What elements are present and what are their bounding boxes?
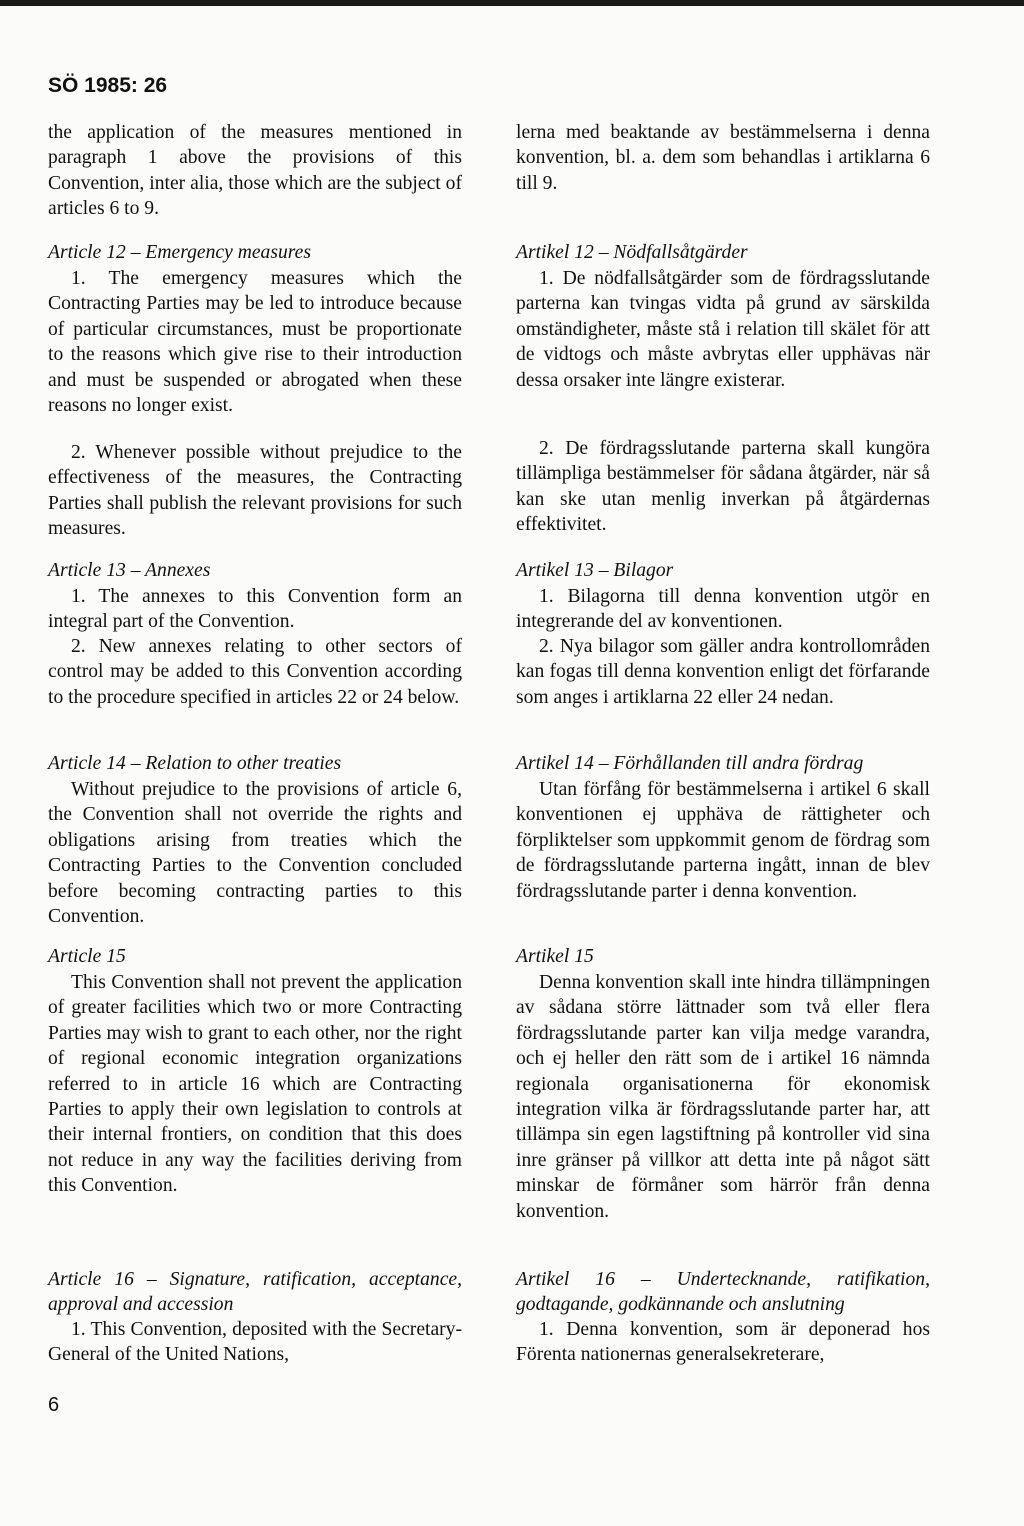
swedish-article-14-paragraph: Utan förfång för bestämmelserna i artikel 6 skall konventionen ej upphäva de rättigheter och förpliktelser som uppkommit genom de fördrag som de fördragsslutande parterna ingått, innan de blev fördragsslutande parter i denna konvention. xyxy=(516,779,930,902)
swedish-article-15-paragraph: Denna konvention skall inte hindra tillämpningen av sådana större lättnader som två eller flera fördragsslutande parter kan vilja medge varandra, och ej heller den rätt som de i artikel 16 nämnda regionala organisationerna för ekonomisk integration vilka är fördragsslutande parter har, att tillämpa sin egen lagstiftning på kontroller vid sina inre gränser på villkor att detta inte på något sätt minskar de förmåner som härrör från denna konvention. xyxy=(516,972,930,1222)
swedish-article-14-heading: Artikel 14 – Förhållanden till andra fördrag xyxy=(516,753,864,774)
swedish-article-12-heading: Artikel 12 – Nödfallsåtgärder xyxy=(516,242,748,263)
english-article-16-heading: Article 16 – Signature, ratification, acceptance, approval and accession xyxy=(48,1269,462,1316)
english-article-15-paragraph: This Convention shall not prevent the application of greater facilities which two or more Contracting Parties may wish to grant to each other, nor the right of regional economic integration organizations referred to in article 16 which are Contracting Parties to apply their own legislation to controls at their internal frontiers, on condition that this does not reduce in any way the facilities deriving from this Convention. xyxy=(48,972,462,1197)
swedish-article-12-paragraph-1: 1. De nödfallsåtgärder som de fördragsslutande parterna kan tvingas vidta på grund av särskilda omständigheter, måste stå i relation till skälet för att de vidtogs och måste avbrytas eller upphävas när dessa orsaker inte längre existerar. xyxy=(516,268,930,391)
english-article-13-heading: Article 13 – Annexes xyxy=(48,560,211,581)
document-reference: SÖ 1985: 26 xyxy=(48,74,168,97)
english-article-13-paragraph-2: 2. New annexes relating to other sectors of control may be added to this Convention according to the procedure specified in articles 22 or 24 below. xyxy=(48,636,462,708)
english-article-14-heading: Article 14 – Relation to other treaties xyxy=(48,753,342,774)
scan-top-border xyxy=(0,0,1024,6)
swedish-article-13-heading: Artikel 13 – Bilagor xyxy=(516,560,674,581)
english-article-14-paragraph: Without prejudice to the provisions of article 6, the Convention shall not override the rights and obligations arising from treaties which the Contracting Parties to the Convention concluded before becoming contracting parties to this Convention. xyxy=(48,779,462,928)
swedish-article-12-paragraph-2: 2. De fördragsslutande parterna skall kungöra tillämpliga bestämmelser för sådana åtgärder, när så kan ske utan menlig inverkan på åtgärdernas effektivitet. xyxy=(516,438,930,536)
swedish-article-16-heading: Artikel 16 – Undertecknande, ratifikation, godtagande, godkännande och anslutning xyxy=(516,1269,930,1316)
english-article-12-paragraph-2: 2. Whenever possible without prejudice to the effectiveness of the measures, the Contracting Parties shall publish the relevant provisions for such measures. xyxy=(48,442,462,540)
english-article-13-paragraph-1: 1. The annexes to this Convention form an integral part of the Convention. xyxy=(48,586,462,633)
swedish-article-13-paragraph-1: 1. Bilagorna till denna konvention utgör en integrerande del av konventionen. xyxy=(516,586,930,633)
swedish-intro-paragraph: lerna med beaktande av bestämmelserna i denna konvention, bl. a. dem som behandlas i artiklarna 6 till 9. xyxy=(516,122,930,194)
swedish-article-15-heading: Artikel 15 xyxy=(516,946,594,967)
swedish-article-16-paragraph-1: 1. Denna konvention, som är deponerad hos Förenta nationernas generalsekreterare, xyxy=(516,1319,930,1366)
english-article-12-heading: Article 12 – Emergency measures xyxy=(48,242,311,263)
page-number: 6 xyxy=(48,1394,60,1416)
english-article-12-paragraph-1: 1. The emergency measures which the Contracting Parties may be led to introduce because of particular circumstances, must be proportionate to the reasons which give rise to their introduction and must be suspended or abrogated when these reasons no longer exist. xyxy=(48,268,462,417)
english-article-15-heading: Article 15 xyxy=(48,946,126,967)
swedish-article-13-paragraph-2: 2. Nya bilagor som gäller andra kontrollområden kan fogas till denna konvention enligt det förfarande som anges i artiklarna 22 eller 24 nedan. xyxy=(516,636,930,708)
english-article-16-paragraph-1: 1. This Convention, deposited with the Secretary-General of the United Nations, xyxy=(48,1319,462,1366)
english-intro-paragraph: the application of the measures mentioned in paragraph 1 above the provisions of this Convention, inter alia, those which are the subject of articles 6 to 9. xyxy=(48,122,462,220)
